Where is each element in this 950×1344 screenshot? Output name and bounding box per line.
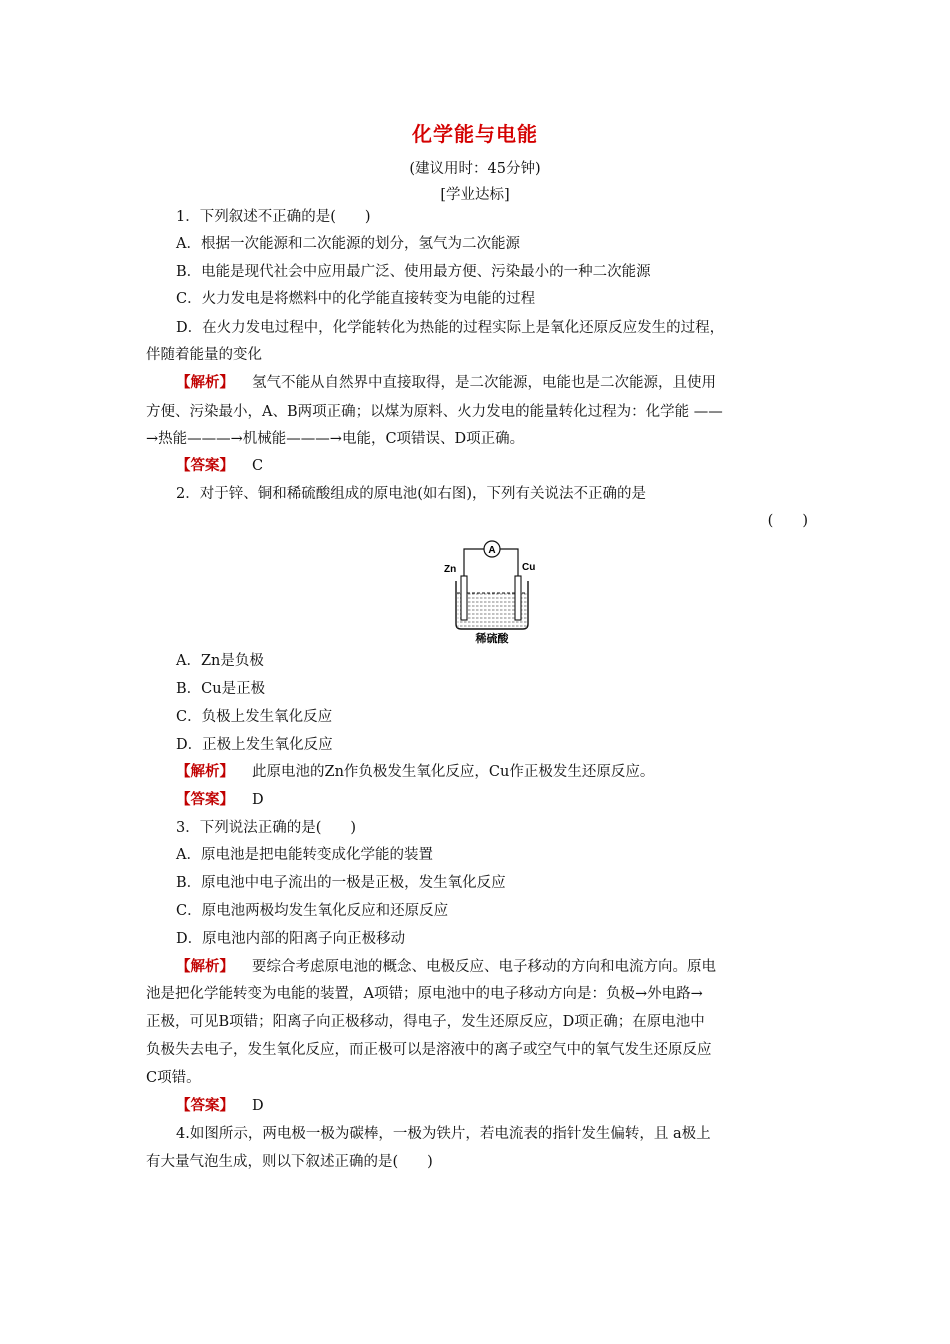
q2-stem: 2．对于锌、铜和稀硫酸组成的原电池(如右图)，下列有关说法不正确的是 — [176, 486, 647, 502]
galvanic-cell-figure — [440, 536, 550, 648]
q2-option-d: D．正极上发生氧化反应 — [176, 737, 333, 753]
q1-analysis-cont: 方便、污染最小，A、B两项正确；以煤为原料、火力发电的能量转化过程为：化学能 —— — [146, 404, 723, 420]
q1-analysis — [176, 373, 808, 393]
answer-label: 【答案】 — [176, 1098, 234, 1114]
q2-option-a: A．Zn是负极 — [176, 653, 264, 669]
q3-option-a: A．原电池是把电能转变成化学能的装置 — [176, 847, 433, 863]
q1-analysis-cont: →热能———→机械能———→电能，C项错误、D项正确。 — [146, 431, 525, 447]
figure-caption: 稀硫酸 — [475, 632, 509, 645]
answer-label: 【答案】 — [176, 792, 234, 808]
q3-option-d: D．原电池内部的阳离子向正极移动 — [176, 931, 406, 947]
q1-stem: 1．下列叙述不正确的是( ) — [176, 209, 371, 225]
analysis-label: 【解析】 — [176, 764, 234, 780]
answer-label: 【答案】 — [176, 458, 234, 474]
analysis-label: 【解析】 — [176, 375, 234, 391]
q2-analysis-text: 此原电池的Zn作负极发生氧化反应，Cu作正极发生还原反应。 — [252, 764, 655, 780]
cu-electrode — [515, 576, 521, 620]
q2-answer-bracket: ( ) — [767, 513, 808, 529]
q1-option-b: B．电能是现代社会中应用最广泛、使用最方便、污染最小的一种二次能源 — [176, 264, 651, 280]
q2-option-b: B．Cu是正极 — [176, 681, 266, 697]
q1-option-d-cont: 伴随着能量的变化 — [146, 347, 262, 363]
q2-answer — [176, 790, 808, 810]
q1-analysis-text: 氢气不能从自然界中直接取得，是二次能源，电能也是二次能源，且使用 — [252, 375, 716, 391]
q4-stem-cont: 有大量气泡生成，则以下叙述正确的是( ) — [146, 1154, 433, 1170]
q1-option-c: C．火力发电是将燃料中的化学能直接转变为电能的过程 — [176, 291, 536, 307]
q1-option-a: A．根据一次能源和二次能源的划分，氢气为二次能源 — [176, 236, 520, 252]
q3-analysis-cont: 正极，可见B项错；阳离子向正极移动，得电子，发生还原反应，D项正确；在原电池中 — [146, 1014, 705, 1030]
q3-analysis-cont: 池是把化学能转变为电能的装置，A项错；原电池中的电子移动方向是：负极→外电路→ — [146, 986, 703, 1002]
q4-stem: 4.如图所示，两电极一极为碳棒，一极为铁片，若电流表的指针发生偏转，且 a极上 — [176, 1126, 711, 1142]
ammeter-label: A — [488, 545, 496, 556]
q2-option-c: C．负极上发生氧化反应 — [176, 709, 333, 725]
q3-answer-value: D — [252, 1098, 264, 1114]
q2-answer-value: D — [252, 792, 264, 808]
zn-electrode-label: Zn — [444, 564, 457, 575]
section-heading: [学业达标] — [440, 187, 510, 203]
q3-analysis-cont: 负极失去电子，发生氧化反应，而正极可以是溶液中的离子或空气中的氧气发生还原反应 — [146, 1042, 712, 1058]
q1-option-d: D．在火力发电过程中，化学能转化为热能的过程实际上是氧化还原反应发生的过程， — [176, 320, 725, 336]
q3-answer — [176, 1096, 808, 1116]
q1-answer — [176, 456, 808, 476]
q3-stem: 3．下列说法正确的是( ) — [176, 820, 357, 836]
q2-analysis — [176, 762, 808, 782]
analysis-label: 【解析】 — [176, 959, 234, 975]
q3-option-b: B．原电池中电子流出的一极是正极，发生氧化反应 — [176, 875, 506, 891]
q3-option-c: C．原电池两极均发生氧化反应和还原反应 — [176, 903, 449, 919]
cu-electrode-label: Cu — [522, 562, 536, 573]
zn-electrode — [461, 576, 467, 620]
q3-analysis-text: 要综合考虑原电池的概念、电极反应、电子移动的方向和电流方向。原电 — [252, 959, 716, 975]
q1-answer-value: C — [252, 458, 264, 474]
time-note: (建议用时：45分钟) — [409, 161, 541, 177]
q3-analysis — [176, 957, 808, 977]
page-title: 化学能与电能 — [412, 122, 538, 146]
q3-analysis-cont: C项错。 — [146, 1070, 201, 1086]
